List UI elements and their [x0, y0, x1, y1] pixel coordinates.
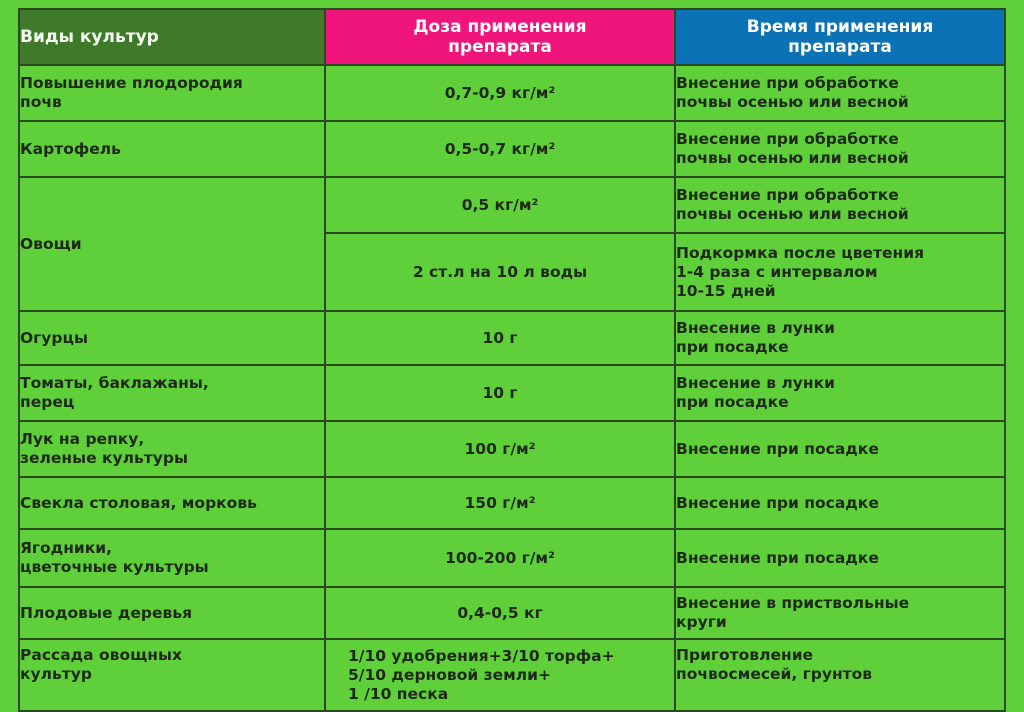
table-row [19, 177, 1005, 233]
crop-cell: Овощи [19, 177, 325, 311]
crop-cell: Плодовые деревья [19, 587, 325, 639]
dose-cell: 0,5 кг/м² [325, 177, 675, 233]
table-row [19, 529, 1005, 587]
dose-cell: 0,7-0,9 кг/м² [325, 65, 675, 121]
table-row [19, 121, 1005, 177]
dose-cell: 0,5-0,7 кг/м² [325, 121, 675, 177]
table-row [19, 365, 1005, 421]
crop-cell: Томаты, баклажаны, перец [19, 365, 325, 421]
time-cell: Внесение в приствольные круги [675, 587, 1005, 639]
header-dose: Доза применения препарата [325, 9, 675, 65]
time-cell: Внесение при посадке [675, 477, 1005, 529]
time-cell: Подкормка после цветения 1-4 раза с интервалом 10-15 дней [675, 233, 1005, 311]
table-row [19, 421, 1005, 477]
table-row [19, 311, 1005, 365]
time-cell: Внесение в лунки при посадке [675, 365, 1005, 421]
crop-cell: Лук на репку, зеленые культуры [19, 421, 325, 477]
time-cell: Приготовление почвосмесей, грунтов [675, 639, 1005, 711]
time-cell: Внесение при посадке [675, 529, 1005, 587]
crop-cell: Ягодники, цветочные культуры [19, 529, 325, 587]
fertilizer-table [18, 8, 1006, 712]
crop-cell: Свекла столовая, морковь [19, 477, 325, 529]
time-cell: Внесение при обработке почвы осенью или весной [675, 177, 1005, 233]
crop-cell: Повышение плодородия почв [19, 65, 325, 121]
time-cell: Внесение при посадке [675, 421, 1005, 477]
crop-cell: Огурцы [19, 311, 325, 365]
time-cell: Внесение при обработке почвы осенью или весной [675, 65, 1005, 121]
header-time: Время применения препарата [675, 9, 1005, 65]
table-row [19, 477, 1005, 529]
dose-cell: 1/10 удобрения+3/10 торфа+ 5/10 дерновой земли+ 1 /10 песка [325, 639, 675, 711]
crop-cell: Рассада овощных культур [19, 639, 325, 711]
header-crop-type: Виды культур [19, 9, 325, 65]
dose-cell: 2 ст.л на 10 л воды [325, 233, 675, 311]
time-cell: Внесение при обработке почвы осенью или весной [675, 121, 1005, 177]
dose-cell: 100-200 г/м² [325, 529, 675, 587]
table-row [19, 639, 1005, 711]
table-row [19, 587, 1005, 639]
crop-cell: Картофель [19, 121, 325, 177]
dose-cell: 100 г/м² [325, 421, 675, 477]
dose-cell: 150 г/м² [325, 477, 675, 529]
dose-cell: 10 г [325, 311, 675, 365]
dose-cell: 0,4-0,5 кг [325, 587, 675, 639]
time-cell: Внесение в лунки при посадке [675, 311, 1005, 365]
dose-cell: 10 г [325, 365, 675, 421]
table-row [19, 65, 1005, 121]
